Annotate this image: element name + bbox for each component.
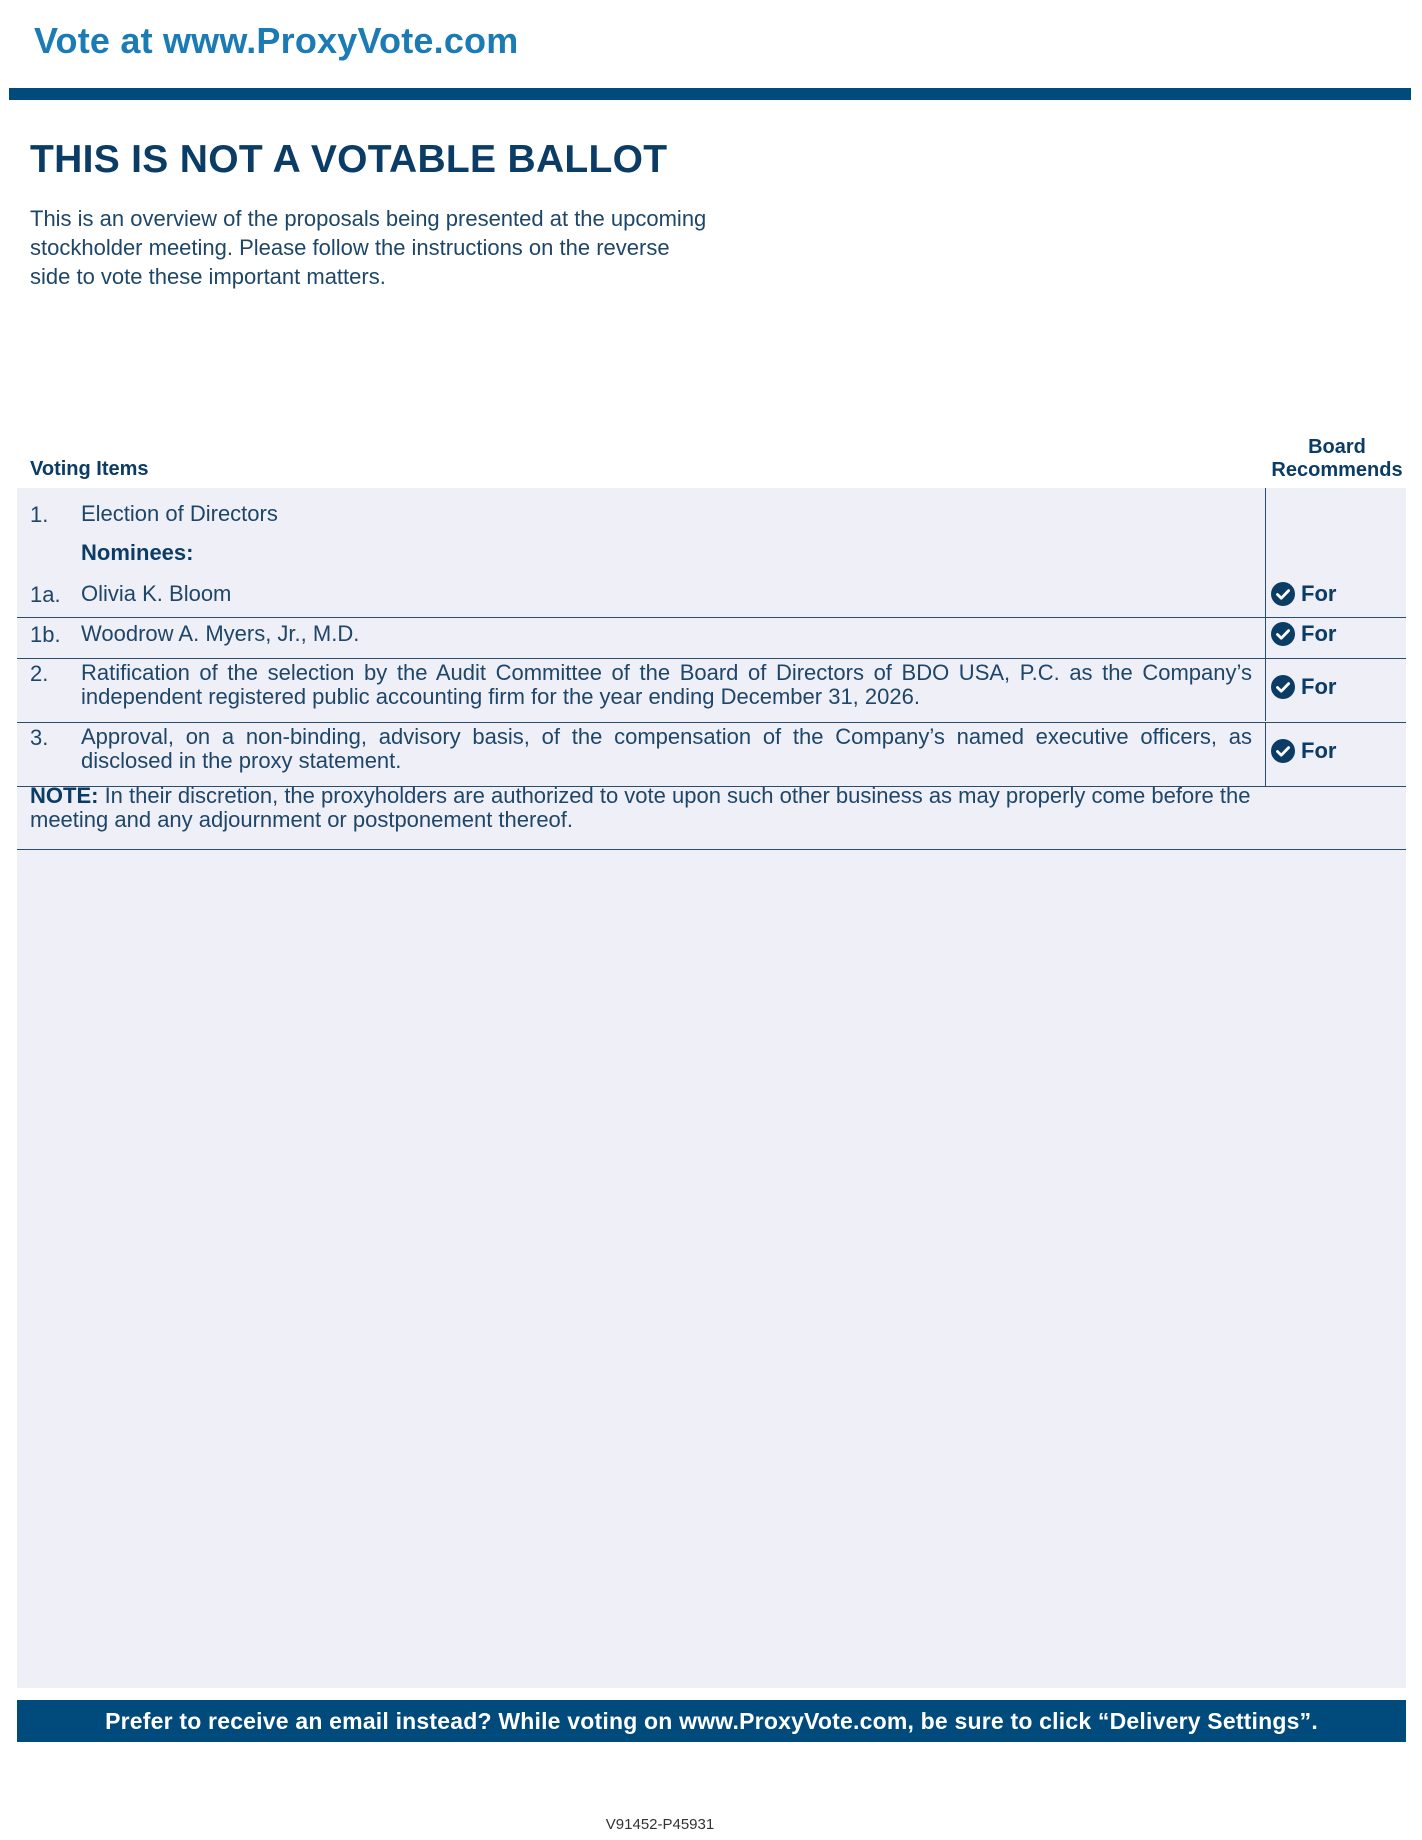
note-text: In their discretion, the proxyholders are authorized to vote upon such other business as may properly come before the meeting and any adjournment or postponement thereof.: [30, 783, 1251, 832]
vote-link[interactable]: Vote at www.ProxyVote.com: [34, 20, 519, 61]
page-title: THIS IS NOT A VOTABLE BALLOT: [30, 138, 668, 181]
item-number: 2.: [30, 661, 49, 686]
board-recommends-header: [1264, 436, 1410, 482]
board-recommends-line1: Board: [1308, 436, 1366, 458]
nominee-name: Olivia K. Bloom: [81, 581, 232, 606]
row-divider: [17, 617, 1406, 618]
row-divider: [17, 658, 1406, 659]
document-code: V91452-P45931: [605, 1816, 715, 1833]
check-circle-icon: [1271, 739, 1295, 763]
item-number: 1a.: [30, 582, 61, 607]
item-election-of-directors: Election of Directors: [81, 501, 278, 526]
item-number: 1.: [30, 502, 49, 527]
recommendation-label: For: [1301, 621, 1337, 646]
note-label: NOTE:: [30, 783, 99, 808]
row-divider: [17, 849, 1406, 850]
recommendation-3: [1271, 737, 1336, 765]
recommendation-1a: [1271, 580, 1336, 608]
recommendation-label: For: [1301, 581, 1337, 606]
intro-paragraph: This is an overview of the proposals being presented at the upcoming stockholder meeting. Please follow the instructions on the reverse side to vote these important matters.: [30, 206, 707, 289]
email-delivery-banner: [17, 1700, 1406, 1742]
check-circle-icon: [1271, 582, 1295, 606]
email-prompt-text: Prefer to receive an email instead? While voting on www.ProxyVote.com, be sure to click “Delivery Settings”.: [105, 1707, 1318, 1734]
recommendation-label: For: [1301, 738, 1337, 763]
nominee-name: Woodrow A. Myers, Jr., M.D.: [81, 621, 360, 646]
recommendation-label: For: [1301, 674, 1337, 699]
nominees-label: Nominees:: [81, 540, 194, 565]
board-recommends-line2: Recommends: [1271, 459, 1403, 481]
recommendation-1b: [1271, 620, 1336, 648]
item-ratification: Ratification of the selection by the Audit Committee of the Board of Directors of BDO USA, P.C. as the Company’s independent registered public accounting firm for the year ending December 31, 2026.: [81, 660, 1252, 709]
column-divider: [1265, 722, 1266, 786]
voting-items-header: Voting Items: [30, 458, 149, 480]
check-circle-icon: [1271, 622, 1295, 646]
item-number: 3.: [30, 725, 49, 750]
header-rule: [9, 88, 1411, 100]
item-executive-compensation: Approval, on a non-binding, advisory basis, of the compensation of the Company’s named executive officers, as disclosed in the proxy statement.: [81, 724, 1252, 773]
recommendation-2: [1271, 673, 1336, 701]
item-number: 1b.: [30, 622, 61, 647]
row-divider: [17, 722, 1406, 723]
check-circle-icon: [1271, 675, 1295, 699]
column-divider: [1265, 488, 1266, 721]
note: [30, 784, 1252, 832]
